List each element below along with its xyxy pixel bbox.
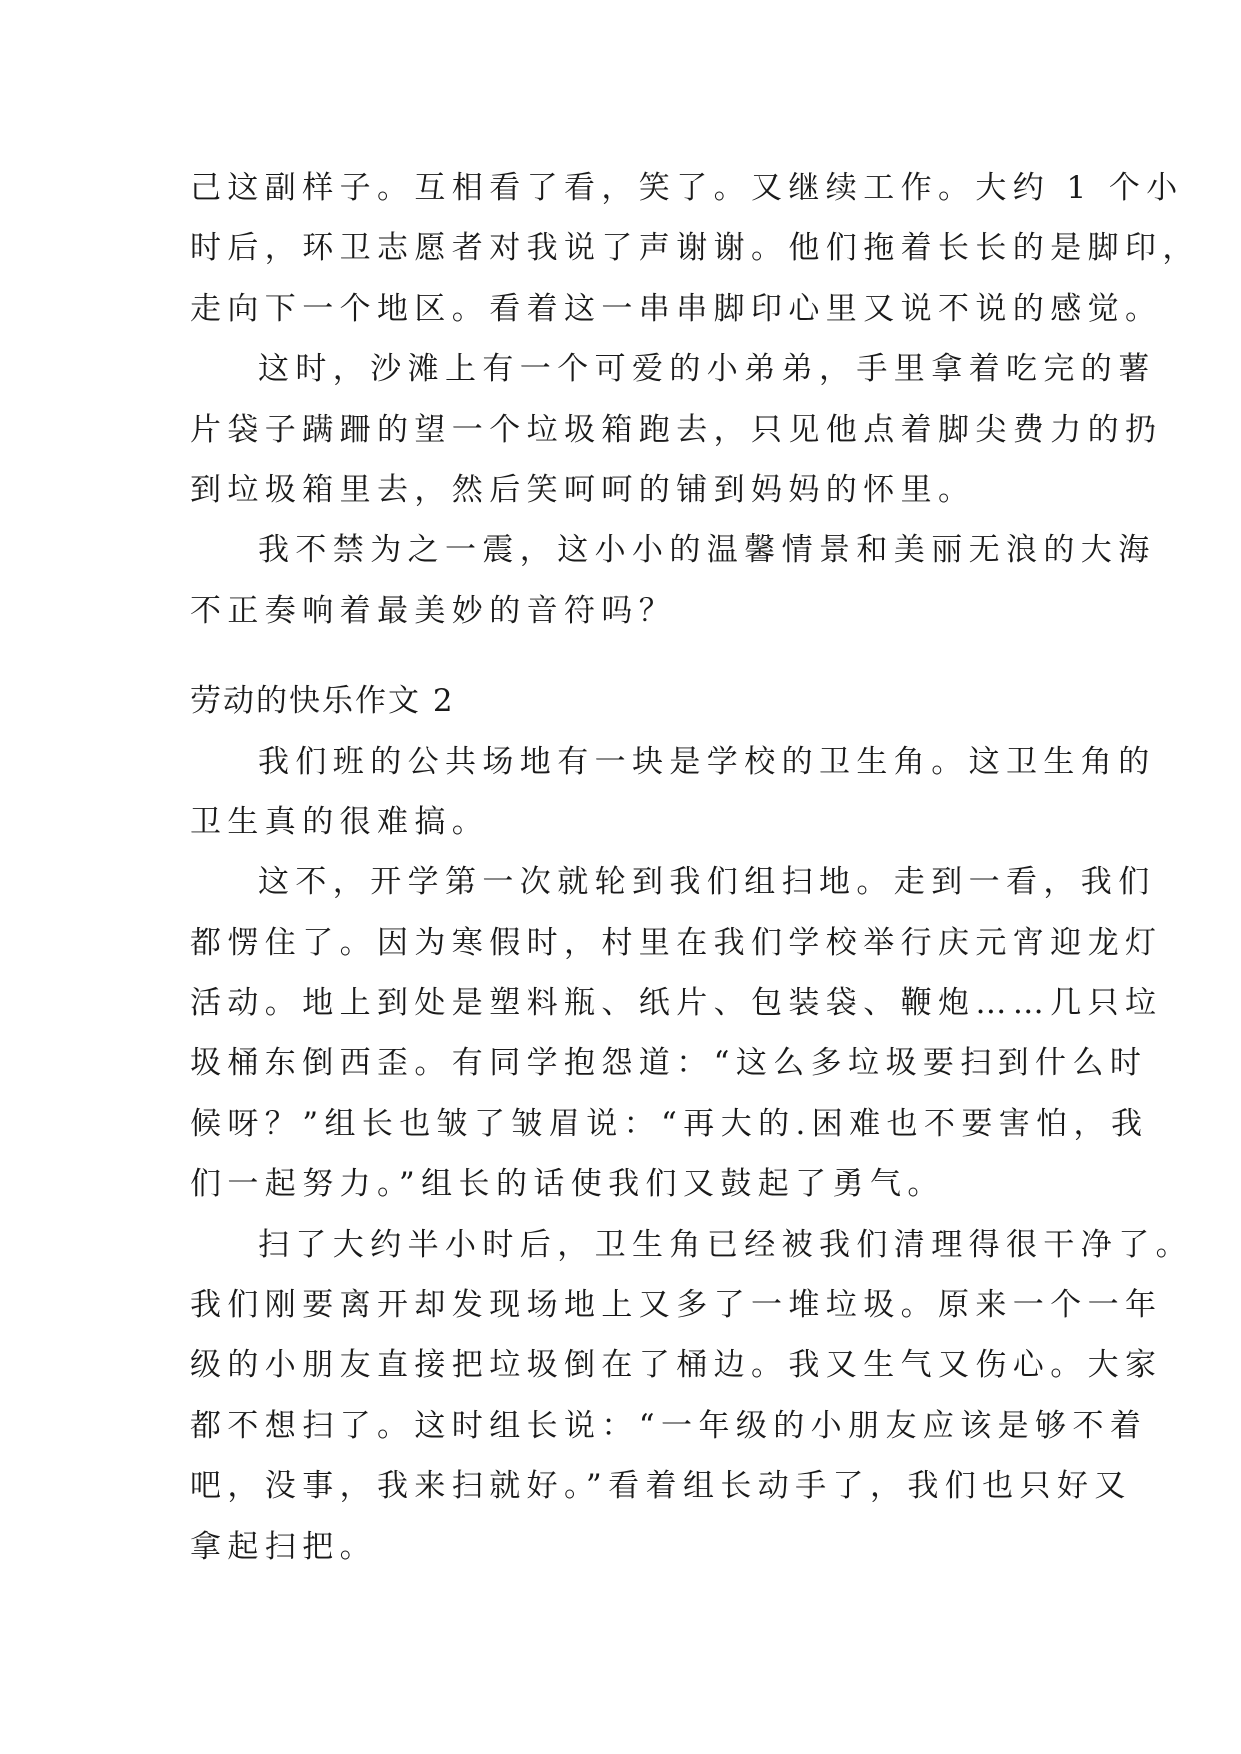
text-line: 都不想扫了。这时组长说：“一年级的小朋友应该是够不着 <box>190 1407 1148 1444</box>
text-line: 时后，环卫志愿者对我说了声谢谢。他们拖着长长的是脚印， <box>190 230 1200 267</box>
paragraph <box>190 158 1200 339</box>
text-line: 都愣住了。因为寒假时，村里在我们学校举行庆元宵迎龙灯 <box>190 924 1163 961</box>
text-line: 圾桶东倒西歪。有同学抱怨道：“这么多垃圾要扫到什么时 <box>190 1045 1148 1082</box>
text-line: 扫了大约半小时后，卫生角已经被我们清理得很干净了。 <box>258 1226 1193 1263</box>
paragraph <box>190 732 1156 853</box>
paragraph <box>190 1215 1193 1577</box>
paragraph <box>190 520 1156 641</box>
paragraph <box>190 852 1163 1214</box>
text-line: 拿起扫把。 <box>190 1528 377 1565</box>
section-spacer <box>190 641 1070 671</box>
text-line: 活动。地上到处是塑料瓶、纸片、包装袋、鞭炮……几只垃 <box>190 985 1163 1022</box>
text-line: 级的小朋友直接把垃圾倒在了桶边。我又生气又伤心。大家 <box>190 1347 1163 1384</box>
text-line: 己这副样子。互相看了看，笑了。又继续工作。大约 1 个小 <box>190 170 1184 206</box>
text-line: 候呀？”组长也皱了皱眉说：“再大的.困难也不要害怕，我 <box>190 1105 1149 1142</box>
text-line: 片袋子蹒跚的望一个垃圾箱跑去，只见他点着脚尖费力的扔 <box>190 411 1163 448</box>
text-line: 走向下一个地区。看着这一串串脚印心里又说不说的感觉。 <box>190 290 1163 327</box>
text-line: 不正奏响着最美妙的音符吗？ <box>190 592 677 629</box>
text-line: 卫生真的很难搞。 <box>190 803 490 840</box>
essay-title: 劳动的快乐作文 2 <box>190 683 455 720</box>
text-line: 我不禁为之一震，这小小的温馨情景和美丽无浪的大海 <box>258 532 1156 569</box>
text-line: 我们刚要离开却发现场地上又多了一堆垃圾。原来一个一年 <box>190 1287 1163 1324</box>
paragraph <box>190 339 1163 520</box>
text-line: 这时，沙滩上有一个可爱的小弟弟，手里拿着吃完的薯 <box>258 351 1156 388</box>
text-line: 我们班的公共场地有一块是学校的卫生角。这卫生角的 <box>258 743 1156 780</box>
text-line: 吧，没事，我来扫就好。”看着组长动手了，我们也只好又 <box>190 1468 1132 1505</box>
text-line: 们一起努力。”组长的话使我们又鼓起了勇气。 <box>190 1166 945 1203</box>
text-line: 这不，开学第一次就轮到我们组扫地。走到一看，我们 <box>258 864 1156 901</box>
text-line: 到垃圾箱里去，然后笑呵呵的铺到妈妈的怀里。 <box>190 471 976 508</box>
document-page <box>190 158 1200 1577</box>
